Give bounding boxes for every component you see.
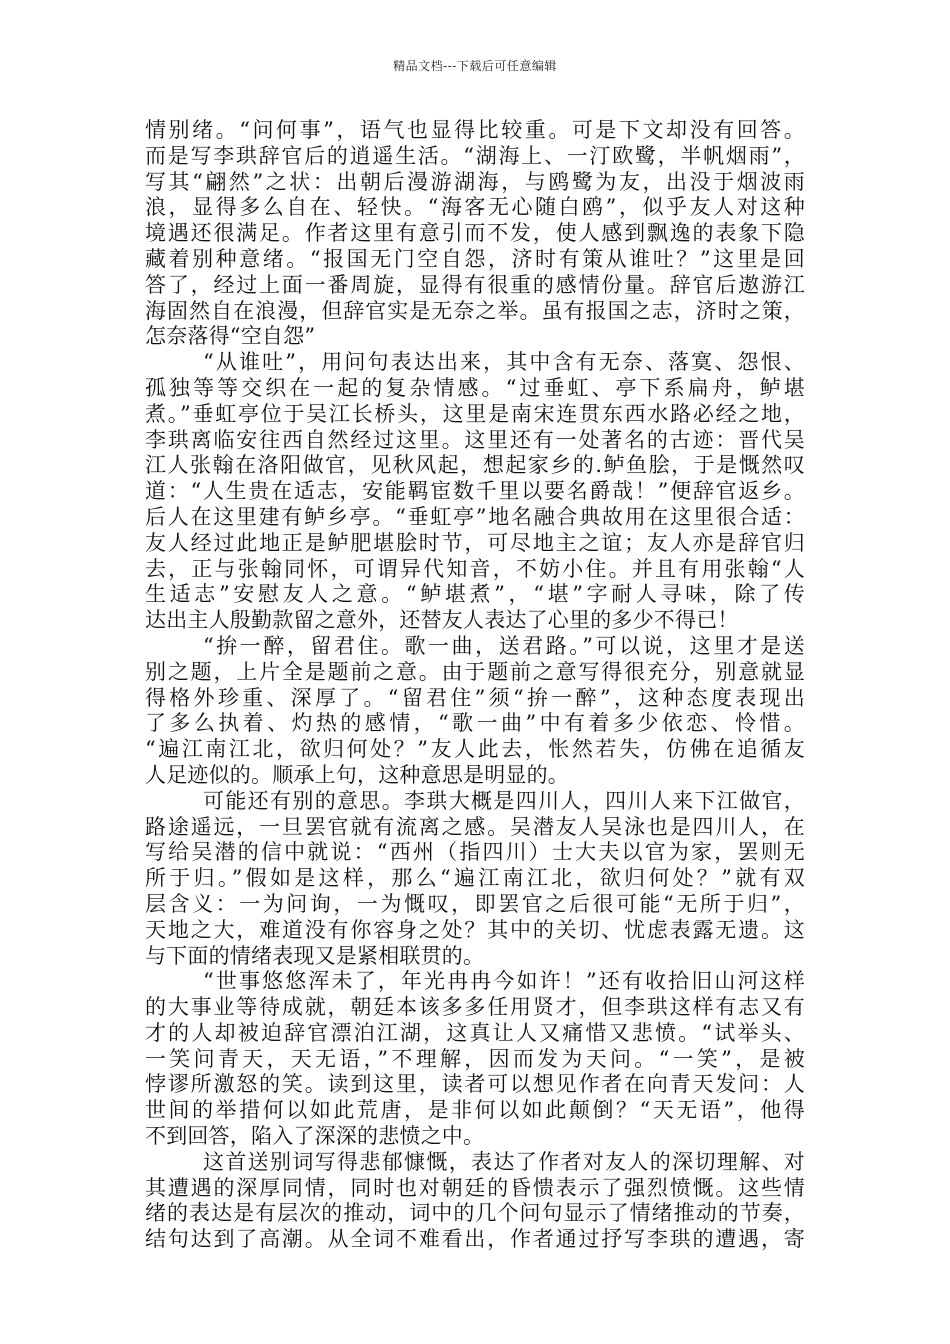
- text-line: 得格外珍重、深厚了。“留君住”须“拚一醉”，这种态度表现出: [145, 685, 805, 710]
- paragraph-first-line: 这首送别词写得悲郁慷慨，表达了作者对友人的深切理解、对: [203, 1149, 805, 1174]
- text-line: 写给吴潜的信中就说：“西州（指四川）士大夫以官为家，罢则无: [145, 840, 805, 865]
- text-line: 江人张翰在洛阳做官，见秋风起，想起家乡的.鲈鱼脍，于是慨然叹: [145, 453, 805, 478]
- text-line: 结句达到了高潮。从全词不难看出，作者通过抒写李珙的遭遇，寄: [145, 1227, 805, 1252]
- text-line: 不到回答，陷入了深深的悲愤之中。: [145, 1124, 485, 1149]
- text-line: 而是写李珙辞官后的逍遥生活。“湖海上、一汀欧鹭，半帆烟雨”，: [145, 143, 805, 168]
- text-line: 去，正与张翰同怀，可谓异代知音，不妨小住。并且有用张翰“人: [145, 556, 805, 581]
- text-line: 世间的举措何以如此荒唐，是非何以如此颠倒？“天无语”，他得: [145, 1098, 805, 1123]
- text-line: 怎奈落得“空自怨”: [145, 324, 316, 349]
- text-line: 了多么执着、灼热的感情，“歌一曲”中有着多少依恋、怜惜。: [145, 711, 805, 736]
- paragraph-first-line: “拚一醉，留君住。歌一曲，送君路。”可以说，这里才是送: [203, 633, 805, 658]
- text-line: 友人经过此地正是鲈肥堪脍时节，可尽地主之谊；友人亦是辞官归: [145, 530, 805, 555]
- text-line: 绪的表达是有层次的推动，词中的几个问句显示了情绪推动的节奏，: [145, 1201, 805, 1226]
- page-header: 精品文档---下载后可任意编辑: [393, 59, 557, 73]
- text-line: 海固然自在浪漫，但辞官实是无奈之举。虽有报国之志，济时之策，: [145, 298, 805, 323]
- text-line: 境遇还很满足。作者这里有意引而不发，使人感到飘逸的表象下隐: [145, 221, 805, 246]
- paragraph-first-line: “世事悠悠浑未了，年光冉冉今如许！”还有收拾旧山河这样: [203, 969, 805, 994]
- text-line: 浪，显得多么自在、轻快。“海客无心随白鸥”，似乎友人对这种: [145, 195, 805, 220]
- text-line: 天地之大，难道没有你容身之处？其中的关切、忧虑表露无遗。这: [145, 917, 805, 942]
- text-line: 写其“翩然”之状：出朝后漫游湖海，与鸥鹭为友，出没于烟波雨: [145, 169, 805, 194]
- text-line: 李珙离临安往西自然经过这里。这里还有一处著名的古迹：晋代吴: [145, 427, 805, 452]
- text-line: 孤独等等交织在一起的复杂情感。“过垂虹、亭下系扁舟，鲈堪: [145, 375, 805, 400]
- document-body: [145, 118, 805, 1253]
- text-line: 其遭遇的深厚同情，同时也对朝廷的昏愦表示了强烈愤慨。这些情: [145, 1175, 805, 1200]
- text-line: 藏着别种意绪。“报国无门空自怨，济时有策从谁吐？”这里是回: [145, 246, 805, 271]
- text-line: “遍江南江北，欲归何处？”友人此去，怅然若失，仿佛在追循友: [145, 737, 805, 762]
- text-line: 道：“人生贵在适志，安能羁宦数千里以要名爵哉！”便辞官返乡。: [145, 479, 805, 504]
- text-line: 煮。”垂虹亭位于吴江长桥头，这里是南宋连贯东西水路必经之地，: [145, 401, 805, 426]
- text-line: 答了，经过上面一番周旋，显得有很重的感情份量。辞官后遨游江: [145, 272, 805, 297]
- text-line: 所于归。”假如是这样，那么“遍江南江北，欲归何处？”就有双: [145, 866, 805, 891]
- text-line: 一笑问青天，天无语，”不理解，因而发为天问。“一笑”，是被: [145, 1046, 805, 1071]
- text-line: 后人在这里建有鲈乡亭。“垂虹亭”地名融合典故用在这里很合适：: [145, 504, 805, 529]
- paragraph-first-line: 可能还有别的意思。李珙大概是四川人，四川人来下江做官，: [203, 788, 805, 813]
- text-line: 层含义：一为问询，一为慨叹，即罢官之后很可能“无所于归”，: [145, 891, 805, 916]
- text-line: 生适志”安慰友人之意。“鲈堪煮”，“堪”字耐人寻味，除了传: [145, 582, 805, 607]
- text-line: 的大事业等待成就，朝廷本该多多任用贤才，但李珙这样有志又有: [145, 995, 805, 1020]
- text-line: 人足迹似的。顺承上句，这种意思是明显的。: [145, 762, 569, 787]
- text-line: 别之题，上片全是题前之意。由于题前之意写得很充分，别意就显: [145, 659, 805, 684]
- text-line: 与下面的情绪表现又是紧相联贯的。: [145, 943, 485, 968]
- text-line: 情别绪。“问何事”，语气也显得比较重。可是下文却没有回答。: [145, 118, 805, 142]
- text-line: 才的人却被迫辞官漂泊江湖，这真让人又痛惜又悲愤。“试举头、: [145, 1020, 805, 1045]
- text-line: 路途遥远，一旦罢官就有流离之感。吴潜友人吴泳也是四川人，在: [145, 814, 805, 839]
- text-line: 达出主人殷勤款留之意外，还替友人表达了心里的多少不得已！: [145, 608, 739, 633]
- text-line: 悖谬所激怒的笑。读到这里，读者可以想见作者在向青天发问：人: [145, 1072, 805, 1097]
- paragraph-first-line: “从谁吐”，用问句表达出来，其中含有无奈、落寞、怨恨、: [203, 350, 805, 375]
